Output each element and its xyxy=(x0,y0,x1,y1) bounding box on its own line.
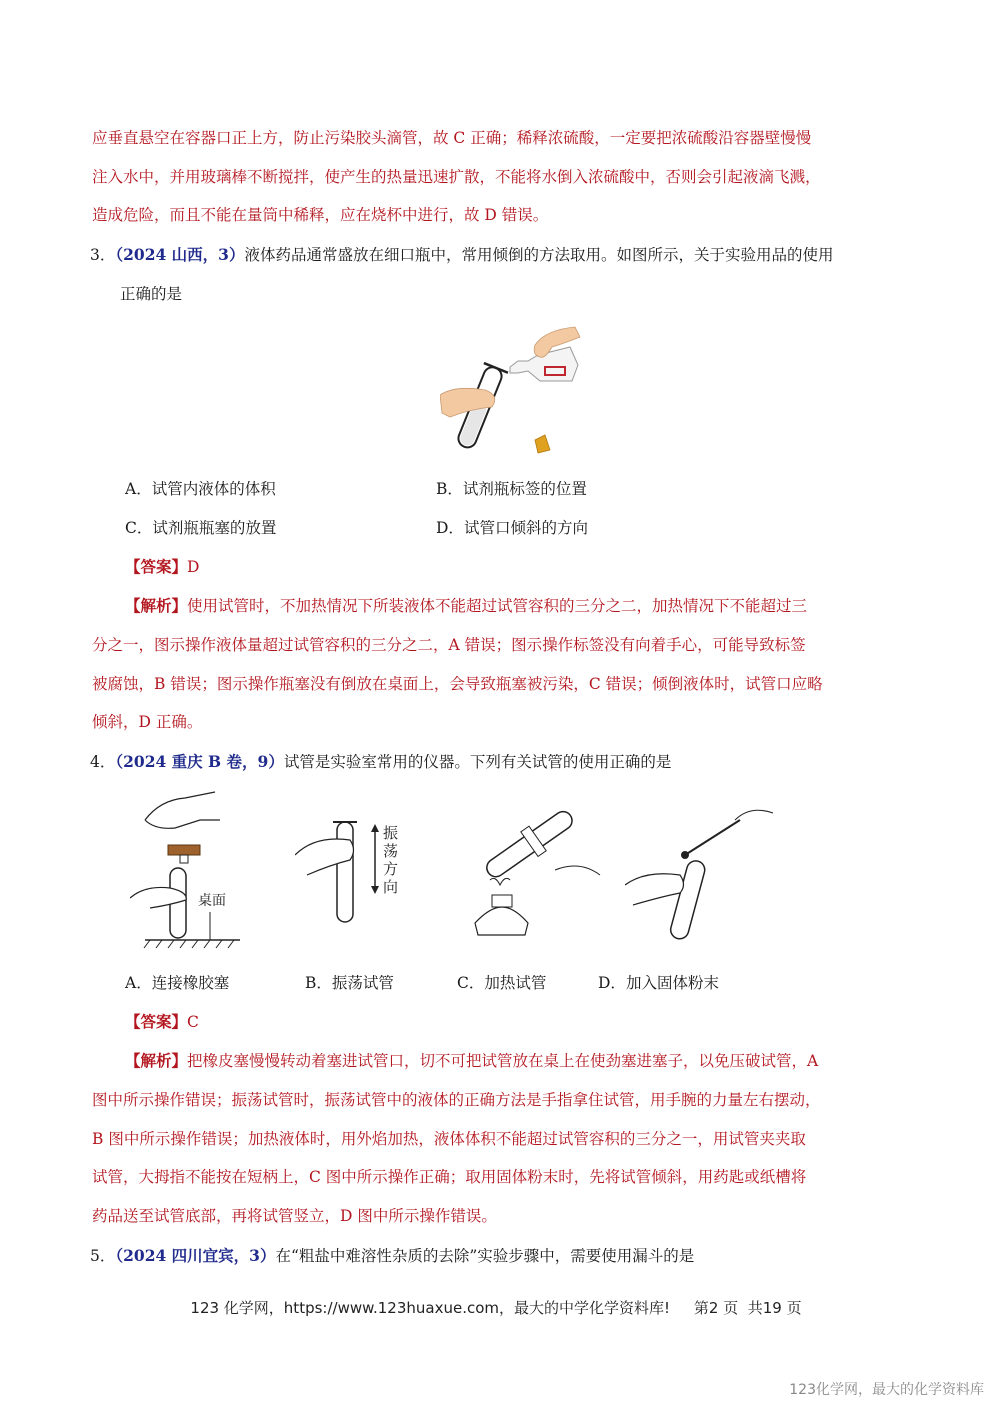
option-a[interactable]: A．试管内液体的体积 xyxy=(125,480,276,498)
question-5-stem xyxy=(90,1246,694,1266)
option-d[interactable]: D．加入固体粉末 xyxy=(598,974,719,992)
svg-text:向: 向 xyxy=(383,878,399,896)
answer-line xyxy=(125,1012,199,1032)
analysis-line: 试管，大拇指不能按在短柄上，C 图中所示操作正确；取用固体粉末时，先将试管倾斜，用药匙或纸槽将 xyxy=(92,1168,807,1186)
analysis-label: 【解析】 xyxy=(125,1051,188,1070)
figure-b-shaking xyxy=(295,820,405,930)
continuation-line: 注入水中，并用玻璃棒不断搅拌，使产生的热量迅速扩散，不能将水倒入浓硫酸中，否则会引起液滴飞溅， xyxy=(92,168,821,186)
question-source: （2024 重庆 B 卷，9） xyxy=(115,752,284,771)
svg-text:振: 振 xyxy=(383,824,399,842)
question-stem: 试管是实验室常用的仪器。下列有关试管的使用正确的是 xyxy=(283,753,672,771)
option-c[interactable]: C．试剂瓶瓶塞的放置 xyxy=(125,519,277,537)
answer-label: 【答案】 xyxy=(125,1012,188,1031)
figure-d-powder xyxy=(625,805,775,940)
continuation-line: 应垂直悬空在容器口正上方，防止污染胶头滴管，故 C 正确；稀释浓硫酸，一定要把浓硫酸沿容器壁慢慢 xyxy=(92,129,812,147)
page-footer xyxy=(0,1297,992,1318)
analysis-line: 图中所示操作错误；振荡试管时，振荡试管中的液体的正确方法是手指拿住试管，用手腕的力量左右摆动， xyxy=(92,1091,821,1109)
question-number: 3． xyxy=(90,246,116,264)
question-number: 5． xyxy=(90,1247,116,1265)
option-a[interactable]: A．连接橡胶塞 xyxy=(125,974,230,992)
analysis-line: 药品送至试管底部，再将试管竖立，D 图中所示操作错误。 xyxy=(92,1207,497,1225)
analysis-line: B 图中所示操作错误；加热液体时，用外焰加热，液体体积不能超过试管容积的三分之一，用试管夹夹取 xyxy=(92,1130,806,1148)
watermark: 123化学网，最大的化学资料库 xyxy=(789,1382,984,1398)
answer-line xyxy=(125,557,199,577)
option-c[interactable]: C．加热试管 xyxy=(457,974,547,992)
question-source: （2024 四川宜宾，3） xyxy=(115,1246,276,1265)
page-number: 第2 页 共19 页 xyxy=(693,1299,802,1317)
question-4-stem xyxy=(90,752,671,772)
question-source: （2024 山西，3） xyxy=(115,245,245,264)
svg-text:荡: 荡 xyxy=(383,842,399,860)
answer-label: 【答案】 xyxy=(125,557,188,576)
option-b[interactable]: B．试剂瓶标签的位置 xyxy=(436,480,587,498)
option-d[interactable]: D．试管口倾斜的方向 xyxy=(436,519,588,537)
figure-a-stopper xyxy=(130,790,240,950)
question-stem: 在“粗盐中难溶性杂质的去除”实验步骤中，需要使用漏斗的是 xyxy=(275,1247,695,1265)
figure-c-heating xyxy=(470,805,605,940)
question-stem: 液体药品通常盛放在细口瓶中，常用倾倒的方法取用。如图所示，关于实验用品的使用 xyxy=(244,246,834,264)
analysis-line: 【解析】把橡皮塞慢慢转动着塞进试管口，切不可把试管放在桌上在使劲塞进塞子，以免压破试管，A xyxy=(125,1051,819,1070)
analysis-line: 分之一，图示操作液体量超过试管容积的三分之二，A 错误；图示操作标签没有向着手心，可能导致标签 xyxy=(92,636,806,654)
analysis-line: 倾斜，D 正确。 xyxy=(92,713,203,731)
option-b[interactable]: B．振荡试管 xyxy=(305,974,394,992)
question-3-stem xyxy=(90,245,833,265)
question-number: 4． xyxy=(90,753,116,771)
svg-text:方: 方 xyxy=(383,860,399,878)
continuation-line: 造成危险，而且不能在量筒中稀释，应在烧杯中进行，故 D 错误。 xyxy=(92,206,549,224)
analysis-line: 被腐蚀，B 错误；图示操作瓶塞没有倒放在桌面上，会导致瓶塞被污染，C 错误；倾倒液体时，试管口应略 xyxy=(92,675,823,693)
answer-value: D xyxy=(187,558,200,576)
analysis-line: 【解析】使用试管时，不加热情况下所装液体不能超过试管容积的三分之二，加热情况下不能超过三 xyxy=(125,596,808,615)
desk-label: 桌面 xyxy=(198,893,226,909)
question-3-stem-cont: 正确的是 xyxy=(120,285,183,303)
answer-value: C xyxy=(187,1013,199,1031)
footer-site: 123 化学网，https://www.123huaxue.com，最大的中学化学资料库! xyxy=(190,1299,671,1317)
bottle-stopper xyxy=(535,435,550,453)
pouring-liquid-figure xyxy=(440,325,590,465)
analysis-label: 【解析】 xyxy=(125,596,188,615)
